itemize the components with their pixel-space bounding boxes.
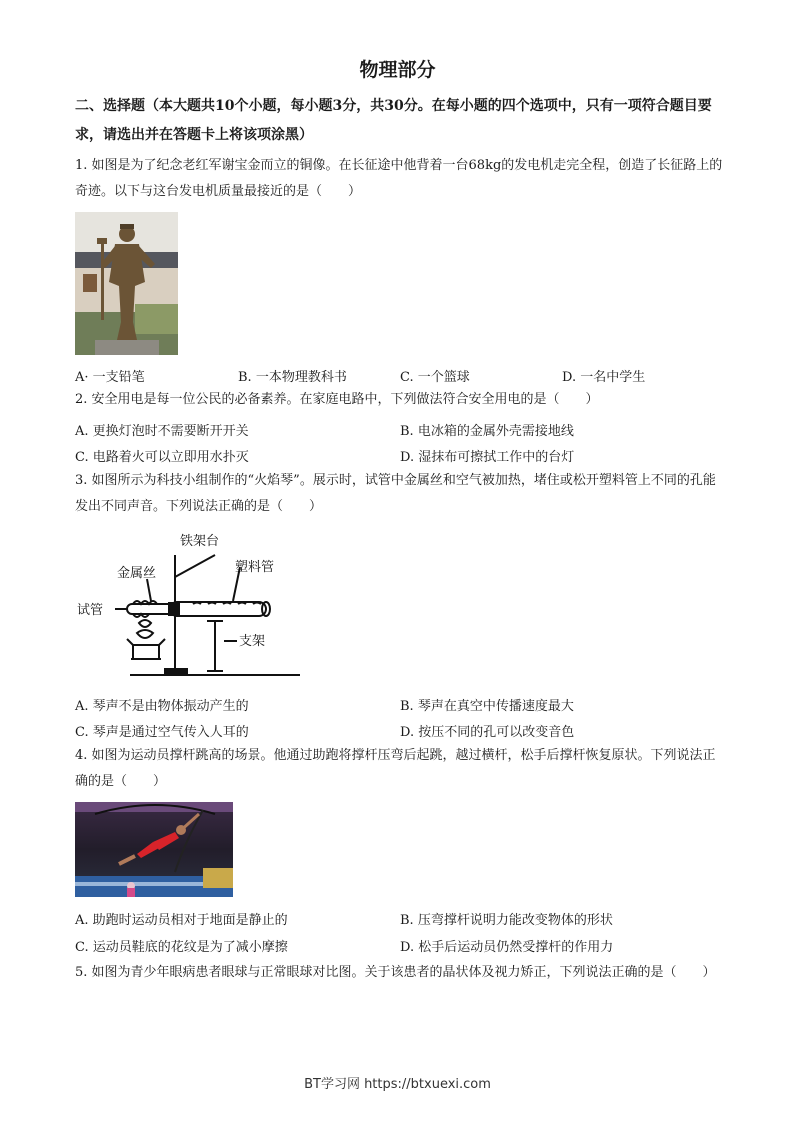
q3-option-b[interactable]: B. 琴声在真空中传播速度最大	[400, 699, 574, 714]
q1-option-a[interactable]: A· 一支铅笔	[75, 370, 145, 385]
q1-option-c[interactable]: C. 一个篮球	[400, 370, 470, 385]
q4-option-b[interactable]: B. 压弯撑杆说明力能改变物体的形状	[400, 913, 613, 928]
q4-option-c[interactable]: C. 运动员鞋底的花纹是为了减小摩擦	[75, 940, 288, 955]
q2-option-b[interactable]: B. 电冰箱的金属外壳需接地线	[400, 424, 574, 439]
question-1-stem: 1. 如图是为了纪念老红军谢宝金而立的铜像。在长征途中他背着一台68kg的发电机走完全程，创造了长征路上的奇迹。以下与这台发电机质量最接近的是（ ）	[75, 158, 723, 199]
section-heading: 二、选择题（本大题共10个小题，每小题3分，共30分。在每小题的四个选项中，只有一项符合题目要求，请选出并在答题卡上将该项涂黑）	[75, 98, 712, 143]
flame-harp-diagram	[75, 527, 305, 680]
q4-option-a[interactable]: A. 助跑时运动员相对于地面是静止的	[75, 913, 288, 928]
label-tube: 塑料管	[235, 560, 275, 575]
q2-option-a[interactable]: A. 更换灯泡时不需要断开开关	[75, 424, 249, 439]
label-support: 支架	[239, 634, 266, 649]
question-2-stem: 2. 安全用电是每一位公民的必备素养。在家庭电路中，下列做法符合安全用电的是（ ）	[75, 392, 599, 407]
q2-option-d[interactable]: D. 湿抹布可擦拭工作中的台灯	[400, 450, 575, 465]
question-3-stem: 3. 如图所示为科技小组制作的“火焰琴”。展示时，试管中金属丝和空气被加热，堵住或松开塑料管上不同的孔能发出不同声音。下列说法正确的是（ ）	[75, 473, 716, 514]
q1-option-b[interactable]: B. 一本物理教科书	[238, 370, 347, 385]
label-test-tube: 试管	[77, 603, 104, 618]
label-stand: 铁架台	[180, 534, 220, 549]
q3-option-d[interactable]: D. 按压不同的孔可以改变音色	[400, 725, 575, 740]
q3-option-a[interactable]: A. 琴声不是由物体振动产生的	[75, 699, 249, 714]
q3-option-c[interactable]: C. 琴声是通过空气传入人耳的	[75, 725, 249, 740]
statue-photo	[75, 212, 178, 355]
page-footer: BT学习网 https://btxuexi.com	[304, 1077, 491, 1092]
question-4-stem: 4. 如图为运动员撑杆跳高的场景。他通过助跑将撑杆压弯后起跳，越过横杆，松手后撑杆恢复原状。下列说法正确的是（ ）	[75, 748, 716, 789]
q4-option-d[interactable]: D. 松手后运动员仍然受撑杆的作用力	[400, 940, 614, 955]
pole-vault-photo	[75, 802, 233, 897]
page-title: 物理部分	[359, 59, 436, 81]
q2-option-c[interactable]: C. 电路着火可以立即用水扑灭	[75, 450, 249, 465]
q1-option-d[interactable]: D. 一名中学生	[562, 370, 646, 385]
question-5-stem: 5. 如图为青少年眼病患者眼球与正常眼球对比图。关于该患者的晶状体及视力矫正，下列说法正确的是（ ）	[75, 965, 716, 980]
label-wire: 金属丝	[117, 566, 157, 581]
